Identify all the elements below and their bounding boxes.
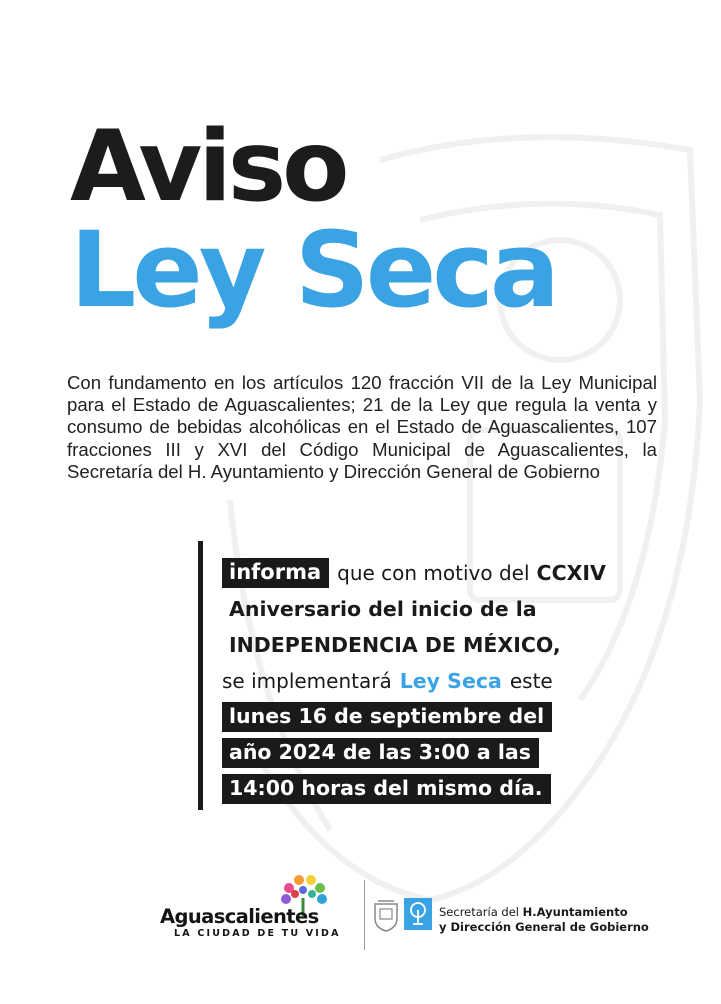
secretaria-line xyxy=(439,905,628,919)
date-chip-1: lunes 16 de septiembre del xyxy=(222,702,552,732)
notice-line-1 xyxy=(222,555,682,591)
date-chip-2: año 2024 de las 3:00 a las xyxy=(222,738,539,768)
ley-seca-highlight: Ley Seca xyxy=(399,669,502,693)
ccxiv-text: CCXIV xyxy=(536,561,606,585)
notice-block xyxy=(222,555,682,807)
implementara-text: se implementará xyxy=(222,669,392,693)
city-logo-tagline: LA CIUDAD DE TU VIDA xyxy=(174,928,341,939)
notice-line-2 xyxy=(222,591,682,627)
notice-line-3 xyxy=(222,627,682,663)
notice-text: que con motivo del xyxy=(337,561,530,585)
title-ley-seca: Ley Seca xyxy=(70,209,557,331)
city-logo-wordmark: Aguascalientes xyxy=(160,905,319,928)
date-line-1 xyxy=(222,699,682,735)
date-chip-3: 14:00 horas del mismo día. xyxy=(222,774,551,804)
este-text: este xyxy=(509,669,553,693)
legal-basis-paragraph: Con fundamento en los artículos 120 fracción VII de la Ley Municipal para el Estado de Aguascalientes; 21 de la Ley que regula la venta y consumo de bebidas alcohólicas en el Estado de Aguascalientes, 107 fracciones III y XVI del Código Municipal de Aguascalientes, la Secretaría del H. Ayuntamiento y Dirección General de Gobierno xyxy=(67,372,657,482)
footer-divider xyxy=(364,880,365,950)
date-line-3 xyxy=(222,771,682,807)
title-aviso: Aviso xyxy=(70,110,346,224)
government-seal-icon xyxy=(372,898,400,932)
secretaria-bold: H.Ayuntamiento xyxy=(522,905,628,919)
notice-line-4 xyxy=(222,663,682,699)
informa-highlight: informa xyxy=(222,558,329,588)
aniversario-text: Aniversario del inicio de la xyxy=(229,597,537,621)
independencia-text: INDEPENDENCIA DE MÉXICO, xyxy=(229,633,561,657)
direccion-line: y Dirección General de Gobierno xyxy=(439,920,649,934)
notice-accent-bar xyxy=(198,541,203,810)
date-line-2 xyxy=(222,735,682,771)
secretaria-prefix: Secretaría del xyxy=(439,905,520,919)
ayuntamiento-tree-icon xyxy=(404,898,432,930)
